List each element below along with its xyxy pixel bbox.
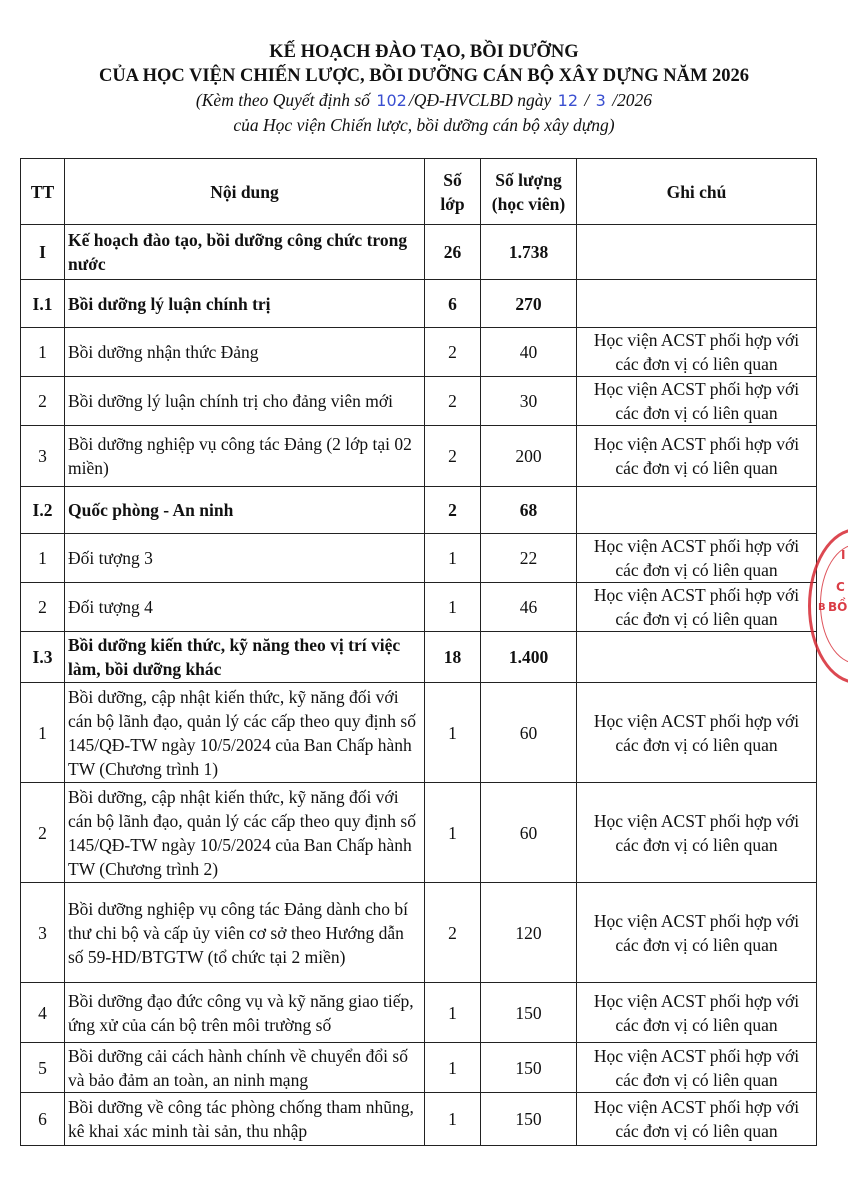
cell-tt: 1 [21, 683, 65, 783]
table-row [21, 426, 817, 487]
cell-classes: 1 [425, 783, 481, 883]
handwritten-day: 12 [557, 91, 578, 110]
date-separator: / [584, 90, 590, 110]
table-row [21, 683, 817, 783]
seal-text-c: C [836, 580, 845, 594]
table-row [21, 583, 817, 632]
cell-classes: 1 [425, 534, 481, 583]
cell-students: 1.400 [481, 632, 577, 683]
cell-students: 68 [481, 487, 577, 534]
cell-tt: I [21, 225, 65, 280]
cell-note [577, 632, 817, 683]
cell-students: 60 [481, 683, 577, 783]
cell-classes: 26 [425, 225, 481, 280]
table-row [21, 883, 817, 983]
cell-content: Bồi dưỡng nhận thức Đảng [65, 328, 425, 377]
seal-text-bo: BỒ [828, 600, 848, 614]
cell-note: Học viện ACST phối hợp với các đơn vị có liên quan [577, 328, 817, 377]
seal-text-i: I [841, 548, 846, 562]
column-header-students [481, 159, 577, 225]
cell-content: Quốc phòng - An ninh [65, 487, 425, 534]
cell-classes: 2 [425, 328, 481, 377]
cell-note: Học viện ACST phối hợp với các đơn vị có liên quan [577, 883, 817, 983]
cell-tt: 1 [21, 328, 65, 377]
cell-students: 1.738 [481, 225, 577, 280]
cell-note: Học viện ACST phối hợp với các đơn vị có liên quan [577, 1093, 817, 1146]
cell-content: Đối tượng 4 [65, 583, 425, 632]
cell-classes: 6 [425, 280, 481, 328]
table-row [21, 280, 817, 328]
cell-classes: 2 [425, 883, 481, 983]
cell-students: 120 [481, 883, 577, 983]
cell-classes: 1 [425, 683, 481, 783]
decision-reference [0, 88, 848, 113]
subtitle-prefix: (Kèm theo Quyết định số [195, 90, 370, 110]
cell-students: 270 [481, 280, 577, 328]
cell-note [577, 225, 817, 280]
cell-content: Bồi dưỡng kiến thức, kỹ năng theo vị trí việc làm, bồi dưỡng khác [65, 632, 425, 683]
cell-tt: 5 [21, 1043, 65, 1093]
cell-students: 150 [481, 1093, 577, 1146]
table-row [21, 1093, 817, 1146]
students-header-line1: Số lượng [495, 169, 562, 190]
cell-tt: 1 [21, 534, 65, 583]
table-row [21, 632, 817, 683]
cell-tt: 2 [21, 583, 65, 632]
cell-students: 150 [481, 983, 577, 1043]
seal-text-b: B [818, 602, 826, 613]
cell-note: Học viện ACST phối hợp với các đơn vị có liên quan [577, 377, 817, 426]
cell-tt: I.1 [21, 280, 65, 328]
cell-students: 150 [481, 1043, 577, 1093]
cell-note [577, 487, 817, 534]
table-row [21, 328, 817, 377]
column-header-note: Ghi chú [577, 159, 817, 225]
cell-note: Học viện ACST phối hợp với các đơn vị có liên quan [577, 534, 817, 583]
cell-tt: 2 [21, 783, 65, 883]
cell-classes: 1 [425, 1093, 481, 1146]
table-row [21, 534, 817, 583]
table-row [21, 783, 817, 883]
cell-tt: 3 [21, 883, 65, 983]
table-row [21, 983, 817, 1043]
document-title-line1: KẾ HOẠCH ĐÀO TẠO, BỒI DƯỠNG [269, 42, 579, 62]
table-row [21, 377, 817, 426]
cell-note [577, 280, 817, 328]
cell-note: Học viện ACST phối hợp với các đơn vị có liên quan [577, 983, 817, 1043]
cell-content: Bồi dưỡng, cập nhật kiến thức, kỹ năng đối với cán bộ lãnh đạo, quản lý các cấp theo quy định số 145/QĐ-TW ngày 10/5/2024 của Ban Chấp hành TW (Chương trình 2) [65, 783, 425, 883]
cell-students: 60 [481, 783, 577, 883]
classes-header-line2: lớp [440, 193, 465, 214]
students-header-line2: (học viên) [491, 193, 566, 214]
table-header-row [21, 159, 817, 225]
decision-year: /2026 [612, 90, 653, 110]
cell-note: Học viện ACST phối hợp với các đơn vị có liên quan [577, 426, 817, 487]
cell-content: Đối tượng 3 [65, 534, 425, 583]
cell-content: Bồi dưỡng đạo đức công vụ và kỹ năng giao tiếp, ứng xử của cán bộ trên môi trường số [65, 983, 425, 1043]
document-title-line2: CỦA HỌC VIỆN CHIẾN LƯỢC, BỒI DƯỠNG CÁN BỘ XÂY DỰNG NĂM 2026 [98, 66, 750, 86]
cell-note: Học viện ACST phối hợp với các đơn vị có liên quan [577, 583, 817, 632]
subtitle-line2: của Học viện Chiến lược, bồi dưỡng cán bộ xây dựng) [233, 115, 615, 135]
document-header [0, 40, 848, 137]
column-header-content: Nội dung [65, 159, 425, 225]
cell-students: 22 [481, 534, 577, 583]
cell-students: 200 [481, 426, 577, 487]
cell-classes: 18 [425, 632, 481, 683]
cell-note: Học viện ACST phối hợp với các đơn vị có liên quan [577, 783, 817, 883]
cell-tt: 2 [21, 377, 65, 426]
decision-code: /QĐ-HVCLBD ngày [408, 90, 552, 110]
cell-content: Kế hoạch đào tạo, bồi dưỡng công chức trong nước [65, 225, 425, 280]
handwritten-month: 3 [595, 91, 606, 110]
cell-students: 40 [481, 328, 577, 377]
cell-classes: 2 [425, 426, 481, 487]
cell-tt: 6 [21, 1093, 65, 1146]
column-header-classes [425, 159, 481, 225]
column-header-tt: TT [21, 159, 65, 225]
cell-classes: 2 [425, 377, 481, 426]
cell-content: Bồi dưỡng nghiệp vụ công tác Đảng (2 lớp tại 02 miền) [65, 426, 425, 487]
training-plan-table [20, 158, 817, 1146]
cell-note: Học viện ACST phối hợp với các đơn vị có liên quan [577, 683, 817, 783]
cell-content: Bồi dưỡng lý luận chính trị [65, 280, 425, 328]
cell-tt: I.2 [21, 487, 65, 534]
classes-header-line1: Số [443, 169, 462, 190]
cell-classes: 1 [425, 1043, 481, 1093]
cell-content: Bồi dưỡng cải cách hành chính về chuyển đổi số và bảo đảm an toàn, an ninh mạng [65, 1043, 425, 1093]
cell-content: Bồi dưỡng nghiệp vụ công tác Đảng dành cho bí thư chi bộ và cấp ủy viên cơ sở theo Hướng dẫn số 59-HD/BTGTW (tổ chức tại 2 miền) [65, 883, 425, 983]
cell-content: Bồi dưỡng, cập nhật kiến thức, kỹ năng đối với cán bộ lãnh đạo, quản lý các cấp theo quy định số 145/QĐ-TW ngày 10/5/2024 của Ban Chấp hành TW (Chương trình 1) [65, 683, 425, 783]
cell-note: Học viện ACST phối hợp với các đơn vị có liên quan [577, 1043, 817, 1093]
cell-content: Bồi dưỡng về công tác phòng chống tham nhũng, kê khai xác minh tài sản, thu nhập [65, 1093, 425, 1146]
cell-classes: 2 [425, 487, 481, 534]
table-row [21, 225, 817, 280]
cell-students: 30 [481, 377, 577, 426]
cell-students: 46 [481, 583, 577, 632]
cell-classes: 1 [425, 983, 481, 1043]
table-row [21, 1043, 817, 1093]
handwritten-decision-number: 102 [376, 91, 407, 110]
cell-content: Bồi dưỡng lý luận chính trị cho đảng viên mới [65, 377, 425, 426]
cell-tt: I.3 [21, 632, 65, 683]
cell-classes: 1 [425, 583, 481, 632]
cell-tt: 3 [21, 426, 65, 487]
table-row [21, 487, 817, 534]
cell-tt: 4 [21, 983, 65, 1043]
